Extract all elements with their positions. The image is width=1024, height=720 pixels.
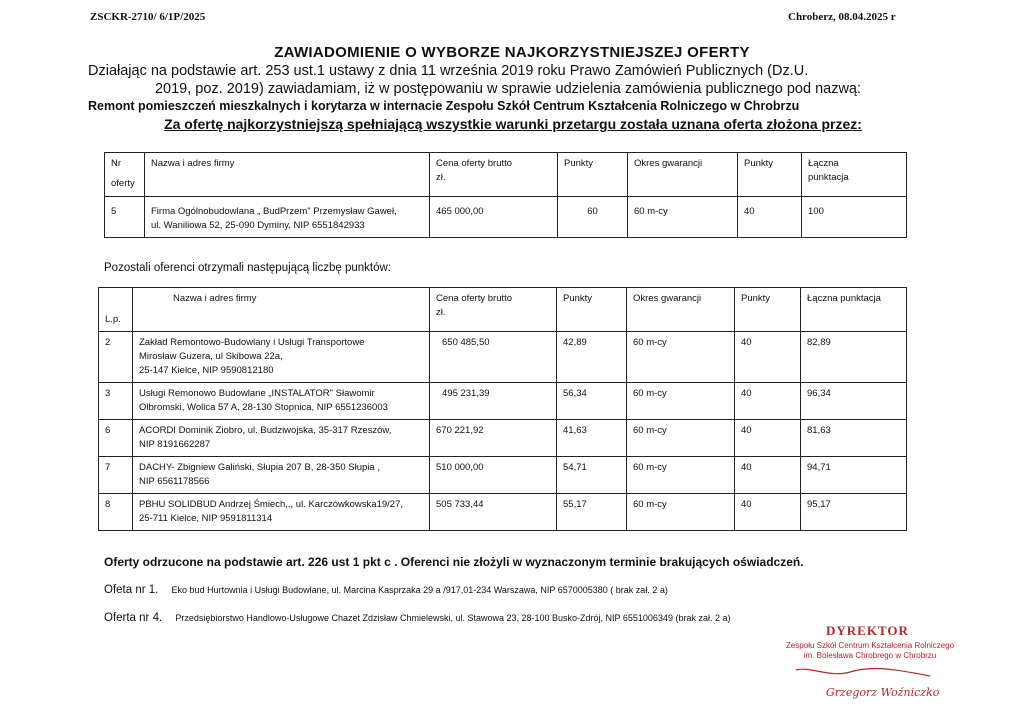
cell-name-line1: Zakład Remontowo-Budowlany i Usługi Transportowe bbox=[139, 337, 365, 348]
cell-name-line2: Mirosław Guzera, ul Skibowa 22a, bbox=[139, 351, 283, 362]
header-points: Punkty bbox=[558, 153, 628, 197]
cell-name bbox=[145, 197, 430, 238]
stamp-line-2: im. Bolesława Chrobrego w Chrobrzu bbox=[803, 651, 937, 660]
cell-name-line1: Usługi Remonowo Budowlane „INSTALATOR" Sławomir bbox=[139, 388, 375, 399]
header-price-line1: Cena oferty brutto bbox=[436, 158, 513, 169]
stamp-title: DYREKTOR bbox=[826, 623, 909, 638]
cell-warranty: 60 m-cy bbox=[627, 332, 735, 383]
cell-name bbox=[133, 332, 430, 383]
header-price-line1: Cena oferty brutto bbox=[436, 293, 513, 304]
cell-points: 41,63 bbox=[557, 420, 627, 457]
others-table-header bbox=[99, 288, 907, 332]
intro-line-2: 2019, poz. 2019) zawiadamiam, iż w postępowaniu w sprawie udzielenia zamówienia publicznego pod nazwą: bbox=[154, 81, 862, 97]
cell-points2: 40 bbox=[738, 197, 802, 238]
winner-table-header bbox=[105, 153, 907, 197]
header-points: Punkty bbox=[557, 288, 627, 332]
rejected-offer bbox=[104, 612, 730, 624]
cell-name bbox=[133, 457, 430, 494]
cell-name-line2: 25-711 Kielce, NIP 9591811314 bbox=[139, 513, 273, 524]
header-points2: Punkty bbox=[738, 153, 802, 197]
table-row bbox=[99, 420, 907, 457]
cell-total: 100 bbox=[802, 197, 907, 238]
header-warranty: Okres gwarancji bbox=[627, 288, 735, 332]
cell-name bbox=[133, 494, 430, 531]
winner-heading: Za ofertę najkorzystniejszą spełniającą wszystkie warunki przetargu została uznana oferta złożona przez: bbox=[164, 116, 862, 132]
cell-lp: 7 bbox=[99, 457, 133, 494]
cell-points: 54,71 bbox=[557, 457, 627, 494]
cell-price: 650 485,50 bbox=[430, 332, 557, 383]
cell-price: 465 000,00 bbox=[430, 197, 558, 238]
cell-lp: 3 bbox=[99, 383, 133, 420]
cell-points: 55,17 bbox=[557, 494, 627, 531]
stamp-line-1: Zespołu Szkół Centrum Kształcenia Rolniczego bbox=[785, 641, 955, 650]
header-points2: Punkty bbox=[735, 288, 801, 332]
winner-table bbox=[104, 152, 907, 238]
cell-name-line2: Olbromski, Wolica 57 A, 28-130 Stopnica, NIP 6551236003 bbox=[139, 402, 388, 413]
cell-warranty: 60 m-cy bbox=[627, 457, 735, 494]
cell-points2: 40 bbox=[735, 494, 801, 531]
header-name: Nazwa i adres firmy bbox=[133, 288, 430, 332]
cell-points2: 40 bbox=[735, 457, 801, 494]
header-total bbox=[802, 153, 907, 197]
others-label: Pozostali oferenci otrzymali następującą liczbę punktów: bbox=[104, 262, 392, 274]
header-nr-line2: oferty bbox=[111, 178, 135, 189]
table-row bbox=[99, 494, 907, 531]
cell-lp: 8 bbox=[99, 494, 133, 531]
cell-name-line2: ul. Waniliowa 52, 25-090 Dyminy, NIP 6551842933 bbox=[151, 220, 365, 231]
intro-line-1: Działając na podstawie art. 253 ust.1 ustawy z dnia 11 września 2019 roku Prawo Zamówień Publicznych (Dz.U. bbox=[88, 63, 809, 79]
cell-total: 82,89 bbox=[801, 332, 907, 383]
rejected-offer-label: Ofeta nr 1. bbox=[104, 584, 159, 596]
others-table bbox=[98, 287, 907, 531]
rejected-heading: Oferty odrzucone na podstawie art. 226 ust 1 pkt c . Oferenci nie złożyli w wyznaczonym terminie brakujących oświadczeń. bbox=[104, 555, 804, 569]
cell-points: 56,34 bbox=[557, 383, 627, 420]
header-total-line2: punktacja bbox=[808, 172, 849, 183]
cell-name-line1: DACHY- Zbigniew Galiński, Słupia 207 B, 28-350 Słupia , bbox=[139, 462, 380, 473]
table-row bbox=[105, 197, 907, 238]
cell-name bbox=[133, 383, 430, 420]
header-lp bbox=[99, 288, 133, 332]
cell-total: 94,71 bbox=[801, 457, 907, 494]
header-total: Łączna punktacja bbox=[801, 288, 907, 332]
rejected-offer-text: Eko bud Hurtownia i Usługi Budowlane, ul. Marcina Kasprzaka 29 a /917,01-234 Warszawa, NIP 6570005380 ( brak zał. 2 a) bbox=[171, 585, 668, 595]
cell-total: 81,63 bbox=[801, 420, 907, 457]
cell-lp: 2 bbox=[99, 332, 133, 383]
cell-name-line1: ACORDI Dominik Ziobro, ul. Budziwojska, 35-317 Rzeszów, bbox=[139, 425, 392, 436]
table-row bbox=[99, 457, 907, 494]
place-and-date: Chroberz, 08.04.2025 r bbox=[788, 11, 896, 23]
cell-lp: 6 bbox=[99, 420, 133, 457]
document-reference: ZSCKR-2710/ 6/1P/2025 bbox=[90, 11, 206, 23]
header-warranty: Okres gwarancji bbox=[628, 153, 738, 197]
cell-total: 96,34 bbox=[801, 383, 907, 420]
header-nr-line1: Nr bbox=[111, 158, 122, 169]
header-total-line1: Łączna bbox=[808, 158, 839, 169]
cell-warranty: 60 m-cy bbox=[628, 197, 738, 238]
intro-paragraph bbox=[88, 62, 928, 98]
header-lp-text: L.p. bbox=[105, 314, 121, 325]
header-price bbox=[430, 153, 558, 197]
cell-points2: 40 bbox=[735, 420, 801, 457]
cell-price: 505 733,44 bbox=[430, 494, 557, 531]
rejected-offer-text: Przedsiębiorstwo Handlowo-Usługowe Chazet Zdzisław Chmielewski, ul. Stawowa 23, 28-100 Busko-Zdrój, NIP 6551006349 (brak zał. 2 a) bbox=[175, 613, 731, 623]
cell-name-line2: NIP 6561178566 bbox=[139, 476, 210, 487]
cell-price: 510 000,00 bbox=[430, 457, 557, 494]
cell-name-line2: NIP 8191662287 bbox=[139, 439, 211, 450]
header-name: Nazwa i adres firmy bbox=[145, 153, 430, 197]
document-title: ZAWIADOMIENIE O WYBORZE NAJKORZYSTNIEJSZEJ OFERTY bbox=[274, 44, 750, 61]
table-row bbox=[99, 383, 907, 420]
cell-name-line3: 25-147 Kielce, NIP 9590812180 bbox=[139, 365, 274, 376]
cell-warranty: 60 m-cy bbox=[627, 420, 735, 457]
header-nr bbox=[105, 153, 145, 197]
header-price-line2: zł. bbox=[436, 172, 446, 183]
cell-points: 42,89 bbox=[557, 332, 627, 383]
cell-warranty: 60 m-cy bbox=[627, 494, 735, 531]
rejected-offer bbox=[104, 584, 668, 596]
cell-name-line1: Firma Ogólnobudowlana „ BudPrzem" Przemysław Gaweł, bbox=[151, 206, 397, 217]
cell-price: 495 231,39 bbox=[430, 383, 557, 420]
cell-price: 670 221,92 bbox=[430, 420, 557, 457]
cell-name bbox=[133, 420, 430, 457]
rejected-offer-label: Oferta nr 4. bbox=[104, 612, 163, 624]
cell-points: 60 bbox=[558, 197, 628, 238]
cell-name-line1: PBHU SOLIDBUD Andrzej Śmiech,., ul. Karczówkowska19/27, bbox=[139, 499, 403, 510]
project-name: Remont pomieszczeń mieszkalnych i korytarza w internacie Zespołu Szkół Centrum Kształcenia Rolniczego w Chrobrzu bbox=[88, 99, 800, 113]
header-price bbox=[430, 288, 557, 332]
cell-warranty: 60 m-cy bbox=[627, 383, 735, 420]
cell-nr: 5 bbox=[105, 197, 145, 238]
header-price-line2: zł. bbox=[436, 307, 446, 318]
cell-total: 95,17 bbox=[801, 494, 907, 531]
table-row bbox=[99, 332, 907, 383]
cell-points2: 40 bbox=[735, 383, 801, 420]
cell-points2: 40 bbox=[735, 332, 801, 383]
signature-name: Grzegorz Woźniczko bbox=[826, 686, 940, 699]
